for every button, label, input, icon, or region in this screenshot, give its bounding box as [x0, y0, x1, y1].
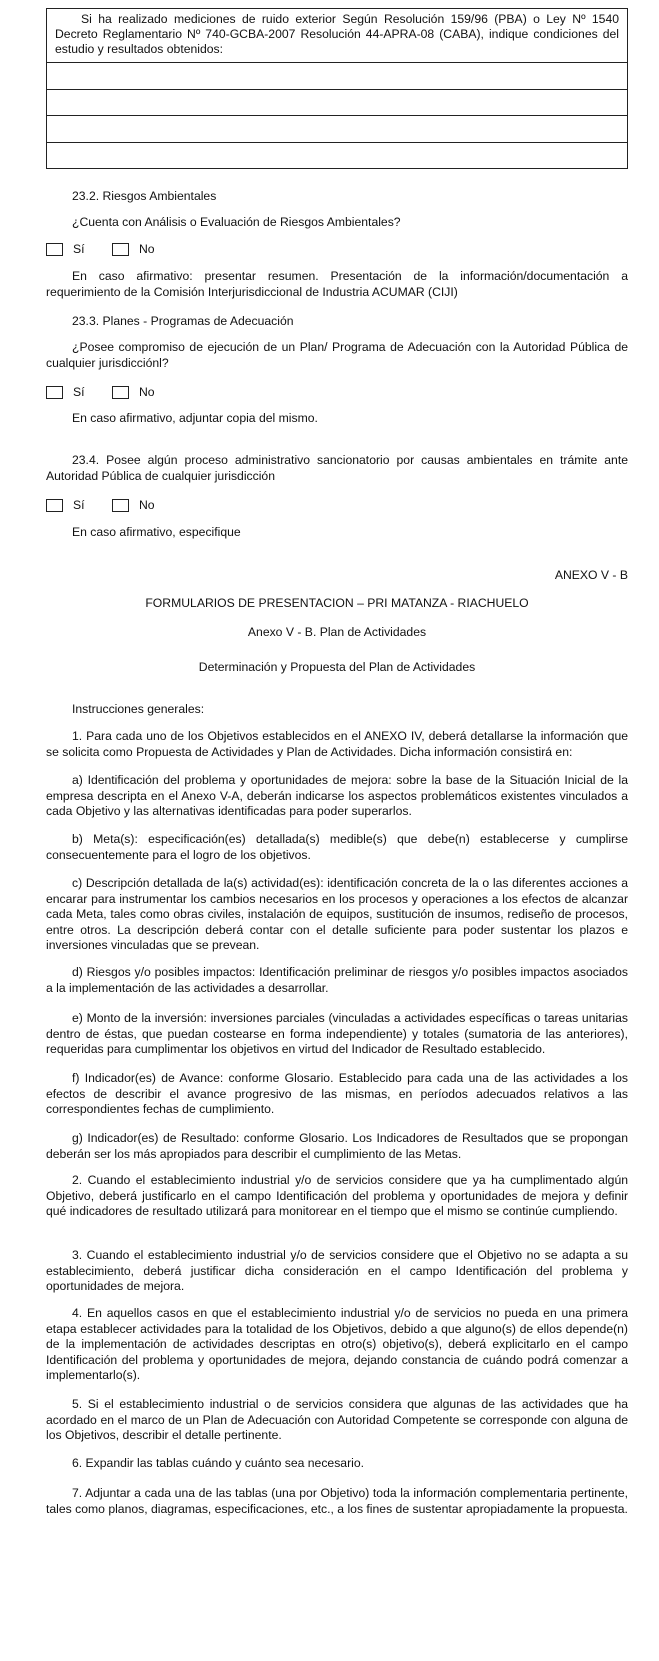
section-23-3-question: ¿Posee compromiso de ejecución de un Plan/ Programa de Adecuación con la Autoridad Pública de cualquier jurisdicciónl?	[46, 340, 628, 370]
instruction-1g: g) Indicador(es) de Resultado: conforme Glosario. Los Indicadores de Resultados que se propongan deberán ser los más apropiados para describir el cumplimiento de las Metas.	[46, 1131, 628, 1161]
instruction-1e: e) Monto de la inversión: inversiones parciales (vinculadas a actividades específicas o tareas unitarias dentro de éstas, que puedan costearse en forma independiente) y totales (sumatoria de las anteriores), requeridas para cumplimentar los objetivos en virtud del Indicador de Resultado establecido.	[46, 1011, 628, 1056]
section-23-2-question: ¿Cuenta con Análisis o Evaluación de Riesgos Ambientales?	[72, 215, 401, 229]
checkbox-no[interactable]	[112, 499, 129, 512]
section-23-2-no-option[interactable]	[112, 242, 155, 256]
noise-measurement-table	[46, 8, 628, 169]
noise-table-row-4[interactable]	[47, 142, 627, 169]
yes-label: Sí	[73, 242, 85, 256]
annex-subtitle: Anexo V - B. Plan de Actividades	[247, 625, 427, 639]
instruction-5: 5. Si el establecimiento industrial o de servicios considera que algunas de las actividades que ha acordado en el marco de un Plan de Adecuación con Autoridad Competente se corresponde con alguna de los Objetivos, describir el detalle pertinente.	[46, 1397, 628, 1442]
no-label: No	[139, 498, 155, 512]
instructions-title: Instrucciones generales:	[72, 702, 205, 716]
instruction-1f: f) Indicador(es) de Avance: conforme Glosario. Establecido para cada una de las actividades a los efectos de describir el avance progresivo de las mismas, en períodos adecuados relativos a las correspondientes fechas de cumplimiento.	[46, 1071, 628, 1116]
instruction-1b: b) Meta(s): especificación(es) detallada(s) medible(s) que debe(n) establecerse y cumplirse consecuentemente para el logro de los objetivos.	[46, 832, 628, 862]
no-label: No	[139, 242, 155, 256]
instruction-3: 3. Cuando el establecimiento industrial y/o de servicios considere que el Objetivo no se adapta a su establecimiento, deberá justificar dicha consideración en el campo Identificación del problema y oportunidades de mejora.	[46, 1248, 628, 1293]
section-23-2-title: 23.2. Riesgos Ambientales	[72, 189, 217, 203]
form-title: FORMULARIOS DE PRESENTACION – PRI MATANZA - RIACHUELO	[145, 596, 529, 610]
section-23-4-no-option[interactable]	[112, 498, 155, 512]
section-23-4-question: 23.4. Posee algún proceso administrativo sancionatorio por causas ambientales en trámite ante Autoridad Pública de cualquier jurisdicción	[46, 453, 628, 483]
noise-table-row-1[interactable]	[47, 62, 627, 89]
section-23-3-note: En caso afirmativo, adjuntar copia del mismo.	[72, 411, 318, 425]
section-23-3-no-option[interactable]	[112, 385, 155, 399]
no-label: No	[139, 385, 155, 399]
checkbox-yes[interactable]	[46, 499, 63, 512]
section-23-4-note: En caso afirmativo, especifique	[72, 525, 241, 539]
section-23-3-yes-option[interactable]	[46, 385, 85, 399]
instruction-6: 6. Expandir las tablas cuándo y cuánto sea necesario.	[72, 1456, 365, 1470]
instruction-1d: d) Riesgos y/o posibles impactos: Identificación preliminar de riesgos y/o posibles impactos asociados a la implementación de las actividades a desarrollar.	[46, 965, 628, 995]
instruction-7: 7. Adjuntar a cada una de las tablas (una por Objetivo) toda la información complementaria pertinente, tales como planos, diagramas, especificaciones, etc., a los fines de sustentar apropiadamente la propuesta.	[46, 1486, 628, 1516]
checkbox-yes[interactable]	[46, 386, 63, 399]
noise-table-row-3[interactable]	[47, 115, 627, 142]
yes-label: Sí	[73, 498, 85, 512]
section-23-2-yes-option[interactable]	[46, 242, 85, 256]
noise-table-row-2[interactable]	[47, 89, 627, 116]
checkbox-yes[interactable]	[46, 243, 63, 256]
section-23-3-title: 23.3. Planes - Programas de Adecuación	[72, 314, 294, 328]
instruction-1c: c) Descripción detallada de la(s) actividad(es): identificación concreta de la o las diferentes acciones a encarar para instrumentar los cambios necesarios en los procesos y operaciones a los efectos de alcanzar cada Meta, tales como obras civiles, instalación de equipos, sustitución de insumos, rediseño de procesos, entre otros. La descripción deberá contar con el detalle suficiente para poder sustentar los plazos e inversiones vinculadas que se prevean.	[46, 876, 628, 952]
section-23-2-note: En caso afirmativo: presentar resumen. Presentación de la información/documentación a requerimiento de la Comisión Interjurisdiccional de Industria ACUMAR (CIJI)	[46, 269, 628, 299]
instruction-4: 4. En aquellos casos en que el establecimiento industrial y/o de servicios no pueda en una primera etapa establecer actividades para la totalidad de los Objetivos, debido a que alguno(s) de ellos depende(n) de la implementación de actividades descriptas en otro(s) objetivo(s), deberá explicitarlo en el campo Identificación del problema y oportunidades de mejora, dejando constancia de cuándo podrá comenzar a implementarlo(s).	[46, 1306, 628, 1382]
annex-label: ANEXO V - B	[554, 568, 628, 582]
plan-heading: Determinación y Propuesta del Plan de Actividades	[198, 660, 476, 674]
yes-label: Sí	[73, 385, 85, 399]
checkbox-no[interactable]	[112, 386, 129, 399]
noise-table-heading: Si ha realizado mediciones de ruido exterior Según Resolución 159/96 (PBA) o Ley Nº 1540 Decreto Reglamentario Nº 740-GCBA-2007 Resolución 44-APRA-08 (CABA), indique condiciones del estudio y resultados obtenidos:	[55, 12, 619, 56]
instruction-2: 2. Cuando el establecimiento industrial y/o de servicios considere que ya ha cumplimentado algún Objetivo, deberá justificarlo en el campo Identificación del problema y oportunidades de mejora y definir qué indicadores de resultado utilizará para monitorear en el tiempo que el mismo se continúe cumpliendo.	[46, 1173, 628, 1218]
instruction-1a: a) Identificación del problema y oportunidades de mejora: sobre la base de la Situación Inicial de la empresa descripta en el Anexo V-A, deberán indicarse los aspectos problemáticos existentes vinculados a cada Objetivo y las alternativas identificadas para poder superarlos.	[46, 773, 628, 818]
section-23-4-yes-option[interactable]	[46, 498, 85, 512]
checkbox-no[interactable]	[112, 243, 129, 256]
instruction-1: 1. Para cada uno de los Objetivos establecidos en el ANEXO IV, deberá detallarse la información que se solicita como Propuesta de Actividades y Plan de Actividades. Dicha información consistirá en:	[46, 729, 628, 759]
